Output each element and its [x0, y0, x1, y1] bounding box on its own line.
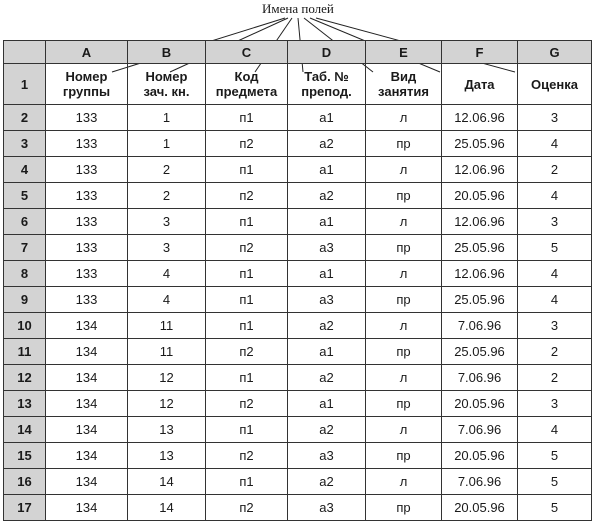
row-number[interactable]: 6 [4, 209, 46, 235]
data-cell[interactable]: а2 [288, 313, 366, 339]
data-cell[interactable]: п1 [206, 157, 288, 183]
data-cell[interactable]: п2 [206, 235, 288, 261]
data-cell[interactable]: 20.05.96 [442, 495, 518, 521]
data-cell[interactable]: 5 [518, 235, 592, 261]
column-header[interactable]: C [206, 41, 288, 64]
data-cell[interactable]: 7.06.96 [442, 365, 518, 391]
data-cell[interactable]: 134 [46, 417, 128, 443]
table-row [4, 131, 592, 157]
data-cell[interactable]: 1 [128, 105, 206, 131]
data-cell[interactable]: 20.05.96 [442, 391, 518, 417]
data-cell[interactable]: 2 [518, 157, 592, 183]
field-name-text: препод. [301, 84, 352, 99]
data-cell[interactable]: 133 [46, 157, 128, 183]
data-cell[interactable]: 3 [518, 105, 592, 131]
column-header[interactable]: E [366, 41, 442, 64]
data-cell[interactable]: 133 [46, 105, 128, 131]
table-row [4, 287, 592, 313]
table-row [4, 365, 592, 391]
data-cell[interactable]: 134 [46, 339, 128, 365]
data-cell[interactable]: 25.05.96 [442, 287, 518, 313]
data-cell[interactable]: п2 [206, 391, 288, 417]
data-cell[interactable]: 134 [46, 313, 128, 339]
data-cell[interactable]: 25.05.96 [442, 131, 518, 157]
column-header[interactable]: F [442, 41, 518, 64]
row-number[interactable]: 9 [4, 287, 46, 313]
field-name-cell[interactable] [366, 64, 442, 105]
data-cell[interactable]: п1 [206, 287, 288, 313]
field-names-row [4, 64, 592, 105]
data-cell[interactable]: 25.05.96 [442, 339, 518, 365]
row-number[interactable]: 10 [4, 313, 46, 339]
column-header[interactable]: D [288, 41, 366, 64]
field-name-text: Код [234, 69, 259, 84]
data-cell[interactable]: 2 [518, 365, 592, 391]
data-cell[interactable]: а1 [288, 391, 366, 417]
data-cell[interactable]: п2 [206, 339, 288, 365]
data-cell[interactable]: а3 [288, 235, 366, 261]
data-cell[interactable]: 5 [518, 443, 592, 469]
data-cell[interactable]: 12.06.96 [442, 261, 518, 287]
row-number[interactable]: 16 [4, 469, 46, 495]
data-cell[interactable]: 4 [518, 261, 592, 287]
data-cell[interactable]: 12.06.96 [442, 105, 518, 131]
column-header[interactable]: A [46, 41, 128, 64]
data-cell[interactable]: пр [366, 391, 442, 417]
data-cell[interactable]: п1 [206, 417, 288, 443]
data-cell[interactable]: 4 [518, 183, 592, 209]
data-cell[interactable]: п1 [206, 261, 288, 287]
data-cell[interactable]: п2 [206, 183, 288, 209]
data-cell[interactable]: п1 [206, 209, 288, 235]
data-cell[interactable]: а3 [288, 443, 366, 469]
data-cell[interactable]: пр [366, 495, 442, 521]
data-cell[interactable]: пр [366, 287, 442, 313]
data-cell[interactable]: л [366, 365, 442, 391]
data-cell[interactable]: 5 [518, 495, 592, 521]
row-number[interactable]: 3 [4, 131, 46, 157]
data-cell[interactable]: п1 [206, 313, 288, 339]
data-cell[interactable]: л [366, 417, 442, 443]
field-name-cell[interactable] [128, 64, 206, 105]
data-cell[interactable]: 134 [46, 391, 128, 417]
data-cell[interactable]: 3 [128, 209, 206, 235]
data-cell[interactable]: 3 [518, 391, 592, 417]
data-cell[interactable]: 13 [128, 443, 206, 469]
data-cell[interactable]: 7.06.96 [442, 469, 518, 495]
data-cell[interactable]: 11 [128, 313, 206, 339]
data-cell[interactable]: 20.05.96 [442, 183, 518, 209]
data-cell[interactable]: 1 [128, 131, 206, 157]
data-cell[interactable]: л [366, 469, 442, 495]
field-name-text: Номер [65, 69, 108, 84]
data-cell[interactable]: пр [366, 443, 442, 469]
spreadsheet-grid [3, 40, 592, 521]
data-cell[interactable]: 2 [518, 339, 592, 365]
table-row [4, 417, 592, 443]
table-row [4, 261, 592, 287]
row-number[interactable]: 13 [4, 391, 46, 417]
data-cell[interactable]: а1 [288, 157, 366, 183]
table-row [4, 469, 592, 495]
field-name-text: занятия [378, 84, 429, 99]
data-cell[interactable]: 3 [518, 209, 592, 235]
table-row [4, 209, 592, 235]
data-cell[interactable]: п2 [206, 495, 288, 521]
caption-text: Имена полей [262, 1, 334, 16]
data-cell[interactable]: л [366, 313, 442, 339]
table-row [4, 391, 592, 417]
data-cell[interactable]: 133 [46, 131, 128, 157]
data-cell[interactable]: 14 [128, 495, 206, 521]
data-cell[interactable]: а2 [288, 469, 366, 495]
data-cell[interactable]: а1 [288, 261, 366, 287]
data-cell[interactable]: 12 [128, 391, 206, 417]
field-names-caption [0, 0, 595, 18]
table-row [4, 495, 592, 521]
table-row [4, 157, 592, 183]
data-cell[interactable]: п1 [206, 469, 288, 495]
table-row [4, 443, 592, 469]
table-row [4, 313, 592, 339]
data-cell[interactable]: пр [366, 183, 442, 209]
data-cell[interactable]: л [366, 261, 442, 287]
table-row [4, 235, 592, 261]
field-name-text: Дата [464, 76, 495, 92]
row-number[interactable]: 7 [4, 235, 46, 261]
data-cell[interactable]: п1 [206, 365, 288, 391]
field-name-text: Таб. № [304, 69, 349, 84]
field-name-cell[interactable] [46, 64, 128, 105]
table-row [4, 183, 592, 209]
data-cell[interactable]: 4 [518, 417, 592, 443]
row-number[interactable]: 8 [4, 261, 46, 287]
data-cell[interactable]: а1 [288, 209, 366, 235]
data-cell[interactable]: 11 [128, 339, 206, 365]
field-name-text: предмета [215, 84, 278, 99]
data-cell[interactable]: 4 [128, 261, 206, 287]
data-cell[interactable]: 3 [518, 313, 592, 339]
row-number[interactable]: 11 [4, 339, 46, 365]
table-row [4, 105, 592, 131]
data-cell[interactable]: а1 [288, 105, 366, 131]
data-cell[interactable]: 12.06.96 [442, 157, 518, 183]
field-name-cell[interactable] [206, 64, 288, 105]
data-cell[interactable]: л [366, 209, 442, 235]
field-name-text: группы [62, 84, 111, 99]
row-number[interactable]: 17 [4, 495, 46, 521]
data-cell[interactable]: п1 [206, 105, 288, 131]
data-cell[interactable]: 133 [46, 261, 128, 287]
column-header-row [4, 41, 592, 64]
data-cell[interactable]: 13 [128, 417, 206, 443]
data-cell[interactable]: л [366, 105, 442, 131]
data-cell[interactable]: 134 [46, 469, 128, 495]
data-cell[interactable]: 25.05.96 [442, 235, 518, 261]
column-header[interactable]: B [128, 41, 206, 64]
select-all-corner[interactable] [4, 41, 46, 64]
data-cell[interactable]: а1 [288, 339, 366, 365]
data-cell[interactable]: п2 [206, 443, 288, 469]
data-cell[interactable]: л [366, 157, 442, 183]
data-cell[interactable]: 133 [46, 287, 128, 313]
data-cell[interactable]: 134 [46, 443, 128, 469]
field-name-text: Оценка [531, 76, 578, 92]
data-cell[interactable]: п2 [206, 131, 288, 157]
data-cell[interactable]: 14 [128, 469, 206, 495]
data-cell[interactable]: 12 [128, 365, 206, 391]
field-name-cell[interactable] [442, 64, 518, 105]
column-header[interactable]: G [518, 41, 592, 64]
row-number[interactable]: 5 [4, 183, 46, 209]
field-name-text: Номер [145, 69, 188, 84]
data-cell[interactable]: 133 [46, 235, 128, 261]
data-cell[interactable]: 5 [518, 469, 592, 495]
data-cell[interactable]: 134 [46, 495, 128, 521]
data-cell[interactable]: а2 [288, 417, 366, 443]
row-number[interactable]: 1 [4, 64, 46, 105]
data-cell[interactable]: пр [366, 339, 442, 365]
data-cell[interactable]: а3 [288, 287, 366, 313]
data-cell[interactable]: 4 [128, 287, 206, 313]
data-cell[interactable]: 133 [46, 183, 128, 209]
field-name-cell[interactable] [518, 64, 592, 105]
data-cell[interactable]: 2 [128, 183, 206, 209]
table-row [4, 339, 592, 365]
data-cell[interactable]: 7.06.96 [442, 417, 518, 443]
data-cell[interactable]: 4 [518, 131, 592, 157]
field-name-text: Вид [390, 69, 417, 84]
data-cell[interactable]: а2 [288, 365, 366, 391]
data-cell[interactable]: 2 [128, 157, 206, 183]
field-name-text: зач. кн. [143, 84, 190, 99]
row-number[interactable]: 14 [4, 417, 46, 443]
data-cell[interactable]: 7.06.96 [442, 313, 518, 339]
data-cell[interactable]: а3 [288, 495, 366, 521]
data-cell[interactable]: 4 [518, 287, 592, 313]
row-number[interactable]: 12 [4, 365, 46, 391]
data-cell[interactable]: пр [366, 235, 442, 261]
data-cell[interactable]: 3 [128, 235, 206, 261]
row-number[interactable]: 2 [4, 105, 46, 131]
data-cell[interactable]: пр [366, 131, 442, 157]
row-number[interactable]: 15 [4, 443, 46, 469]
data-cell[interactable]: 134 [46, 365, 128, 391]
data-cell[interactable]: а2 [288, 131, 366, 157]
field-name-cell[interactable] [288, 64, 366, 105]
data-cell[interactable]: а2 [288, 183, 366, 209]
data-cell[interactable]: 133 [46, 209, 128, 235]
data-cell[interactable]: 20.05.96 [442, 443, 518, 469]
data-cell[interactable]: 12.06.96 [442, 209, 518, 235]
row-number[interactable]: 4 [4, 157, 46, 183]
